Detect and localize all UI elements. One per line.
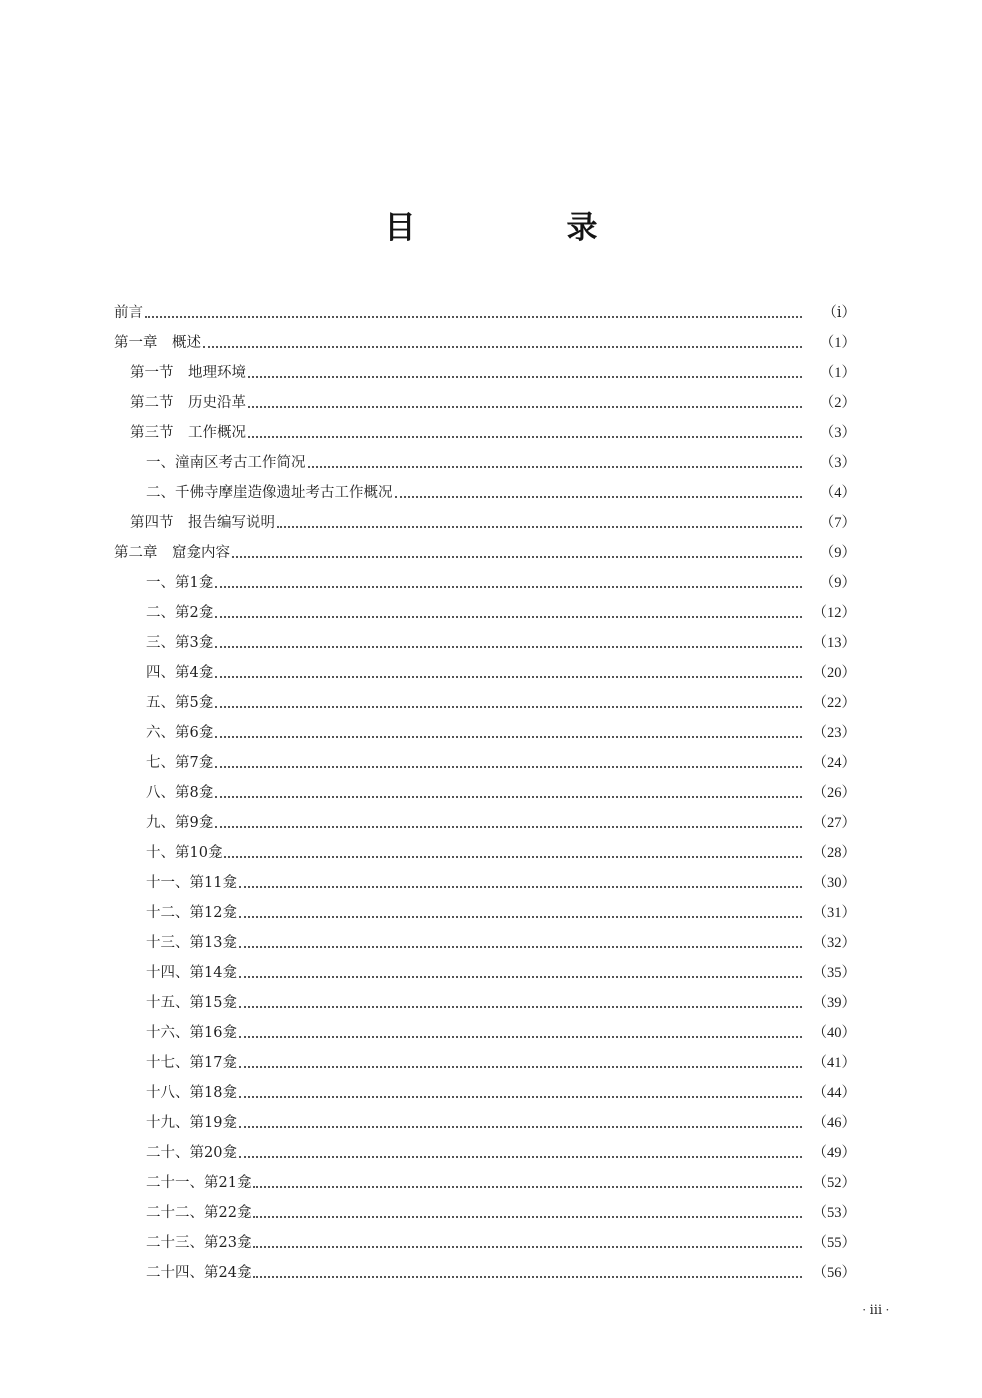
toc-entry-page: （31） bbox=[812, 905, 856, 921]
page-title: 目 录 bbox=[384, 210, 658, 246]
toc-entry-page: （12） bbox=[812, 605, 856, 621]
toc-entry-page: （49） bbox=[812, 1145, 856, 1161]
toc-entry-label: 二十、第20龛 bbox=[146, 1145, 237, 1161]
toc-entry-label: 十二、第12龛 bbox=[146, 905, 237, 921]
toc-entry[interactable] bbox=[114, 1108, 856, 1138]
toc-entry-page: （44） bbox=[812, 1085, 856, 1101]
toc-entry-page: （1） bbox=[819, 335, 856, 351]
toc-entry[interactable] bbox=[114, 358, 856, 388]
toc-entry-page: （40） bbox=[812, 1025, 856, 1041]
dot-leader bbox=[215, 644, 802, 648]
toc-entry[interactable] bbox=[114, 688, 856, 718]
toc-entry-page: （30） bbox=[812, 875, 856, 891]
toc-entry-label: 二、千佛寺摩崖造像遗址考古工作概况 bbox=[146, 485, 393, 501]
toc-entry-label: 第二节 历史沿革 bbox=[130, 395, 246, 411]
toc-entry[interactable] bbox=[114, 1048, 856, 1078]
dot-leader bbox=[308, 464, 803, 468]
toc-entry-label: 十八、第18龛 bbox=[146, 1085, 237, 1101]
dot-leader bbox=[253, 1274, 802, 1278]
dot-leader bbox=[239, 1034, 802, 1038]
toc-entry-label: 十七、第17龛 bbox=[146, 1055, 237, 1071]
toc-entry-page: （ⅰ） bbox=[822, 305, 856, 321]
toc-entry-label: 八、第8龛 bbox=[146, 785, 214, 801]
toc-entry-label: 第四节 报告编写说明 bbox=[130, 515, 275, 531]
toc-entry-label: 二十二、第22龛 bbox=[146, 1205, 252, 1221]
toc-entry[interactable] bbox=[114, 988, 856, 1018]
toc-entry-page: （13） bbox=[812, 635, 856, 651]
toc-entry-label: 十六、第16龛 bbox=[146, 1025, 237, 1041]
dot-leader bbox=[239, 884, 802, 888]
toc-entry[interactable] bbox=[114, 658, 856, 688]
toc-entry[interactable] bbox=[114, 538, 856, 568]
dot-leader bbox=[215, 764, 802, 768]
dot-leader bbox=[277, 524, 802, 528]
toc-entry-page: （41） bbox=[812, 1055, 856, 1071]
dot-leader bbox=[248, 404, 802, 408]
toc-entry[interactable] bbox=[114, 898, 856, 928]
toc-entry-page: （4） bbox=[819, 485, 856, 501]
toc-entry-label: 七、第7龛 bbox=[146, 755, 214, 771]
toc-entry[interactable] bbox=[114, 718, 856, 748]
toc-entry-page: （2） bbox=[819, 395, 856, 411]
toc-entry-page: （3） bbox=[819, 455, 856, 471]
toc-entry[interactable] bbox=[114, 298, 856, 328]
toc-entry[interactable] bbox=[114, 748, 856, 778]
toc-entry-label: 十五、第15龛 bbox=[146, 995, 237, 1011]
dot-leader bbox=[239, 1064, 802, 1068]
dot-leader bbox=[248, 434, 802, 438]
toc-entry-label: 第二章 窟龛内容 bbox=[114, 545, 230, 561]
toc-entry-label: 五、第5龛 bbox=[146, 695, 214, 711]
toc-entry[interactable] bbox=[114, 958, 856, 988]
toc-entry-page: （55） bbox=[812, 1235, 856, 1251]
dot-leader bbox=[203, 344, 802, 348]
toc-entry-label: 二十三、第23龛 bbox=[146, 1235, 252, 1251]
dot-leader bbox=[253, 1184, 802, 1188]
toc-entry[interactable] bbox=[114, 1078, 856, 1108]
dot-leader bbox=[215, 704, 802, 708]
toc-entry-label: 一、潼南区考古工作简况 bbox=[146, 455, 306, 471]
dot-leader bbox=[239, 914, 802, 918]
toc-entry-page: （9） bbox=[819, 545, 856, 561]
toc-entry-page: （53） bbox=[812, 1205, 856, 1221]
toc-entry-page: （23） bbox=[812, 725, 856, 741]
toc-entry-page: （3） bbox=[819, 425, 856, 441]
dot-leader bbox=[239, 1154, 802, 1158]
toc-entry-label: 六、第6龛 bbox=[146, 725, 214, 741]
toc-entry-page: （39） bbox=[812, 995, 856, 1011]
toc-entry[interactable] bbox=[114, 1018, 856, 1048]
toc-entry[interactable] bbox=[114, 328, 856, 358]
toc-entry[interactable] bbox=[114, 868, 856, 898]
dot-leader bbox=[239, 1094, 802, 1098]
dot-leader bbox=[239, 944, 802, 948]
dot-leader bbox=[215, 674, 802, 678]
toc-entry-label: 第一章 概述 bbox=[114, 335, 201, 351]
toc-entry-label: 三、第3龛 bbox=[146, 635, 214, 651]
toc-entry-label: 十四、第14龛 bbox=[146, 965, 237, 981]
toc-entry[interactable] bbox=[114, 568, 856, 598]
toc-entry-page: （52） bbox=[812, 1175, 856, 1191]
toc-entry-page: （26） bbox=[812, 785, 856, 801]
toc-entry-label: 十三、第13龛 bbox=[146, 935, 237, 951]
toc-entry-label: 十九、第19龛 bbox=[146, 1115, 237, 1131]
toc-entry-page: （7） bbox=[819, 515, 856, 531]
toc-entry-label: 第一节 地理环境 bbox=[130, 365, 246, 381]
toc-entry-label: 十、第10龛 bbox=[146, 845, 223, 861]
toc-entry[interactable] bbox=[114, 448, 856, 478]
toc-entry-label: 二、第2龛 bbox=[146, 605, 214, 621]
toc-entry[interactable] bbox=[114, 1198, 856, 1228]
toc-entry[interactable] bbox=[114, 478, 856, 508]
table-of-contents bbox=[114, 298, 856, 1288]
toc-entry-label: 九、第9龛 bbox=[146, 815, 214, 831]
toc-entry[interactable] bbox=[114, 808, 856, 838]
toc-entry-page: （46） bbox=[812, 1115, 856, 1131]
toc-entry-page: （20） bbox=[812, 665, 856, 681]
toc-entry[interactable] bbox=[114, 598, 856, 628]
dot-leader bbox=[215, 584, 802, 588]
dot-leader bbox=[224, 854, 802, 858]
toc-entry[interactable] bbox=[114, 388, 856, 418]
dot-leader bbox=[239, 1124, 802, 1128]
dot-leader bbox=[215, 824, 802, 828]
toc-entry-label: 四、第4龛 bbox=[146, 665, 214, 681]
toc-entry-label: 十一、第11龛 bbox=[146, 875, 237, 891]
dot-leader bbox=[248, 374, 802, 378]
toc-entry[interactable] bbox=[114, 928, 856, 958]
dot-leader bbox=[215, 614, 802, 618]
dot-leader bbox=[395, 494, 803, 498]
toc-entry[interactable] bbox=[114, 508, 856, 538]
toc-entry-page: （32） bbox=[812, 935, 856, 951]
toc-entry[interactable] bbox=[114, 1168, 856, 1198]
toc-entry-page: （27） bbox=[812, 815, 856, 831]
toc-entry-label: 一、第1龛 bbox=[146, 575, 214, 591]
dot-leader bbox=[239, 1004, 802, 1008]
toc-entry-label: 前言 bbox=[114, 305, 143, 321]
toc-entry[interactable] bbox=[114, 838, 856, 868]
toc-entry-page: （9） bbox=[819, 575, 856, 591]
dot-leader bbox=[215, 734, 802, 738]
dot-leader bbox=[253, 1214, 802, 1218]
toc-entry-label: 二十一、第21龛 bbox=[146, 1175, 252, 1191]
toc-entry-page: （28） bbox=[812, 845, 856, 861]
toc-entry-page: （56） bbox=[812, 1265, 856, 1281]
toc-entry[interactable] bbox=[114, 1138, 856, 1168]
toc-entry[interactable] bbox=[114, 1258, 856, 1288]
dot-leader bbox=[215, 794, 802, 798]
dot-leader bbox=[232, 554, 802, 558]
toc-entry-page: （1） bbox=[819, 365, 856, 381]
toc-entry[interactable] bbox=[114, 1228, 856, 1258]
toc-entry[interactable] bbox=[114, 778, 856, 808]
toc-entry-label: 第三节 工作概况 bbox=[130, 425, 246, 441]
toc-entry-page: （22） bbox=[812, 695, 856, 711]
dot-leader bbox=[253, 1244, 802, 1248]
toc-entry[interactable] bbox=[114, 418, 856, 448]
dot-leader bbox=[145, 314, 802, 318]
toc-entry-page: （24） bbox=[812, 755, 856, 771]
dot-leader bbox=[239, 974, 802, 978]
toc-entry-page: （35） bbox=[812, 965, 856, 981]
toc-entry[interactable] bbox=[114, 628, 856, 658]
toc-entry-label: 二十四、第24龛 bbox=[146, 1265, 252, 1281]
page-number: · ⅲ · bbox=[862, 1302, 890, 1317]
